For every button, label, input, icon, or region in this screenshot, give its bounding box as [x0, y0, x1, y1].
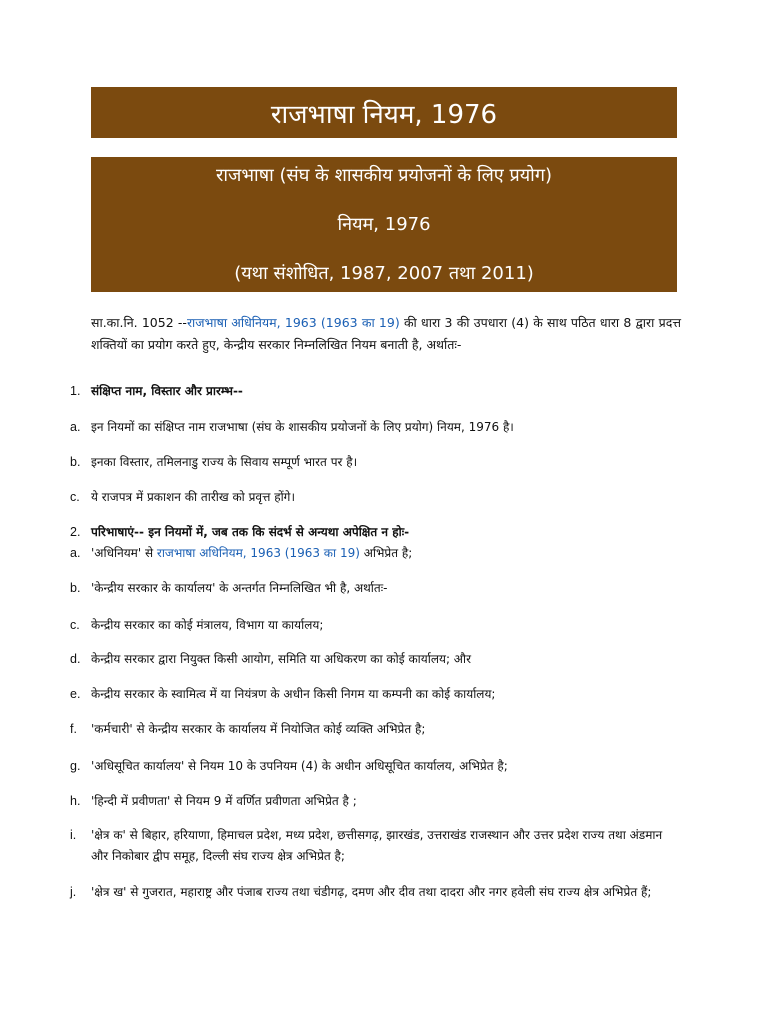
intro-suffix: की धारा 3 की उपधारा (4) के साथ पठित धारा 8 द्वारा प्रदत्त शक्तियों का प्रयोग करते हुए, केन्द्रीय सरकार निम्नलिखित नियम बनाती है, अर्थातः-	[91, 315, 681, 352]
list-item-text: 'क्षेत्र क' से बिहार, हरियाणा, हिमाचल प्रदेश, मध्य प्रदेश, छत्तीसगढ़, झारखंड, उत्तराखंड राजस्थान और उत्तर प्रदेश राज्य तथा अंडमान और निकोबार द्वीप समूह, दिल्ली संघ राज्य क्षेत्र अभिप्रेत है;	[91, 828, 663, 863]
section-2-number: 2.	[70, 525, 81, 539]
list-marker: j.	[70, 885, 77, 899]
item-a-suffix: अभिप्रेत है;	[359, 546, 413, 560]
item-a-prefix: 'अधिनियम' से	[91, 546, 157, 560]
subtitle-line-3: (यथा संशोधित, 1987, 2007 तथा 2011)	[234, 263, 534, 284]
list-marker: g.	[70, 759, 81, 773]
list-item-text: केन्द्रीय सरकार के स्वामित्व में या नियंत्रण के अधीन किसी निगम या कम्पनी का कोई कार्यालय;	[91, 687, 496, 701]
list-marker: c.	[70, 618, 80, 632]
list-item-text	[91, 543, 681, 564]
list-marker: b.	[70, 455, 81, 469]
list-marker: b.	[70, 581, 81, 595]
list-item-text: 'केन्द्रीय सरकार के कार्यालय' के अन्तर्गत निम्नलिखित भी है, अर्थातः-	[91, 581, 388, 595]
intro-paragraph	[91, 312, 681, 356]
subtitle-line-1: राजभाषा (संघ के शासकीय प्रयोजनों के लिए प्रयोग)	[216, 165, 552, 186]
list-marker: i.	[70, 828, 77, 842]
section-1-heading: संक्षिप्त नाम, विस्तार और प्रारम्भ--	[91, 384, 243, 398]
list-marker: h.	[70, 794, 81, 808]
list-item-text: ये राजपत्र में प्रकाशन की तारीख को प्रवृत्त होंगे।	[91, 490, 295, 504]
list-marker: c.	[70, 490, 80, 504]
list-item-text: 'क्षेत्र ख' से गुजरात, महाराष्ट्र और पंजाब राज्य तथा चंडीगढ़, दमण और दीव तथा दादरा और नगर हवेली संघ राज्य क्षेत्र अभिप्रेत हैं;	[91, 885, 652, 899]
list-marker: e.	[70, 687, 81, 701]
list-marker: f.	[70, 722, 77, 736]
intro-prefix: सा.का.नि. 1052 --	[91, 315, 187, 330]
list-item-text: 'हिन्दी में प्रवीणता' से नियम 9 में वर्णित प्रवीणता अभिप्रेत है ;	[91, 794, 357, 808]
act-link[interactable]: राजभाषा अधिनियम, 1963 (1963 का 19)	[186, 315, 400, 330]
list-item-text: इन नियमों का संक्षिप्त नाम राजभाषा (संघ के शासकीय प्रयोजनों के लिए प्रयोग) नियम, 1976 है।	[91, 420, 514, 434]
document-title: राजभाषा नियम, 1976	[270, 99, 498, 130]
list-item-text: केन्द्रीय सरकार द्वारा नियुक्त किसी आयोग, समिति या अधिकरण का कोई कार्यालय; और	[91, 652, 471, 666]
document-title-banner	[91, 87, 677, 138]
document-subtitle-banner	[91, 157, 677, 292]
subtitle-line-2: नियम, 1976	[337, 214, 431, 235]
act-link[interactable]: राजभाषा अधिनियम, 1963 (1963 का 19)	[156, 546, 360, 560]
list-marker: d.	[70, 652, 81, 666]
section-1-number: 1.	[70, 384, 81, 398]
list-marker: a.	[70, 420, 81, 434]
list-marker: a.	[70, 546, 81, 560]
list-item-text: 'अधिसूचित कार्यालय' से नियम 10 के उपनियम (4) के अधीन अधिसूचित कार्यालय, अभिप्रेत है;	[91, 759, 508, 773]
section-2-heading: परिभाषाएं-- इन नियमों में, जब तक कि संदर्भ से अन्यथा अपेक्षित न होः-	[91, 525, 410, 539]
list-item-text: इनका विस्तार, तमिलनाडु राज्य के सिवाय सम्पूर्ण भारत पर है।	[91, 455, 358, 469]
list-item-text: 'कर्मचारी' से केन्द्रीय सरकार के कार्यालय में नियोजित कोई व्यक्ति अभिप्रेत है;	[91, 722, 426, 736]
list-item-text: केन्द्रीय सरकार का कोई मंत्रालय, विभाग या कार्यालय;	[91, 618, 324, 632]
